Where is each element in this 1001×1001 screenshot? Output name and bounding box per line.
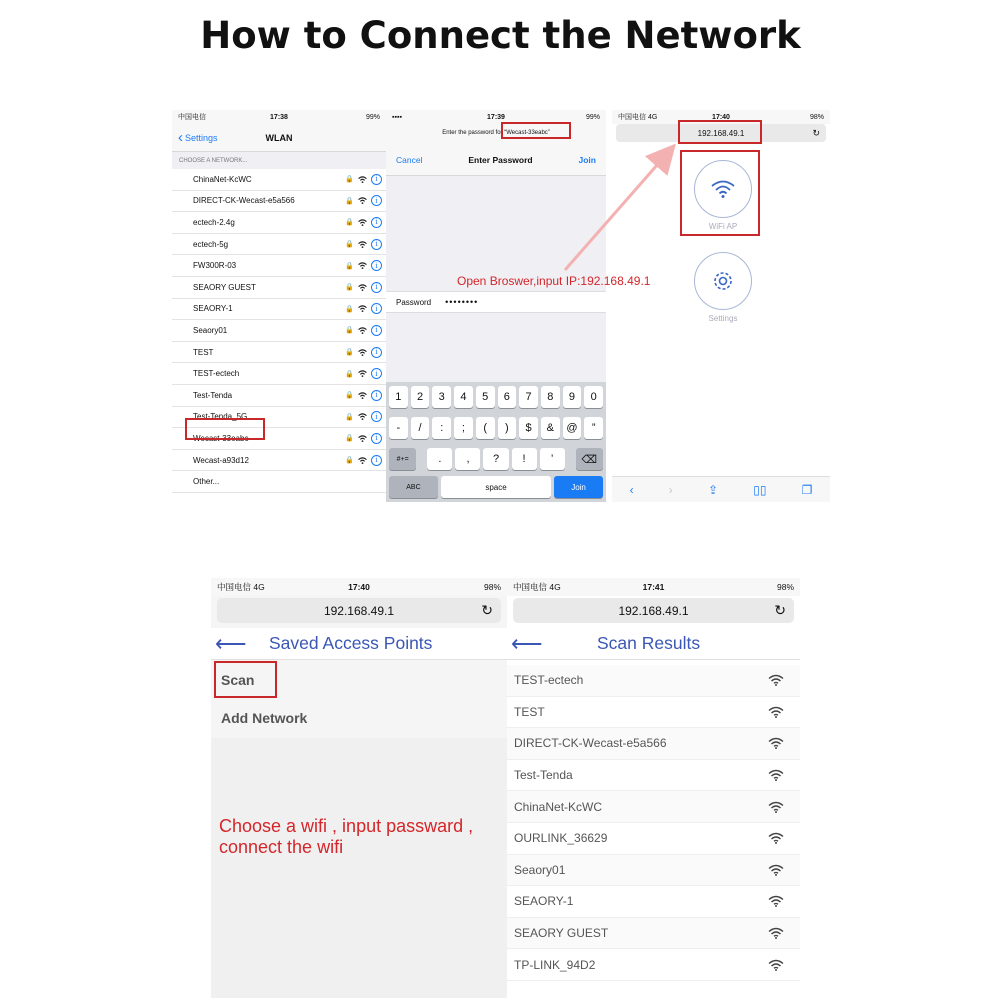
- network-name: SEAORY-1: [193, 304, 233, 314]
- carrier-label: 中国电信 4G: [217, 582, 265, 592]
- share-icon[interactable]: ⇪: [707, 482, 719, 497]
- space-key[interactable]: space: [441, 476, 551, 498]
- scan-highlight: [214, 661, 277, 698]
- page-header: [211, 628, 507, 660]
- back-label: Settings: [185, 132, 218, 143]
- wifi-ap-label: WiFi AP: [708, 222, 738, 231]
- keyboard-key[interactable]: ?: [483, 448, 508, 470]
- network-name: Test-Tenda_5G: [193, 412, 248, 422]
- keyboard-key[interactable]: ”: [584, 417, 603, 439]
- annotation-open-browser: Open Broswer,input IP:192.168.49.1: [457, 274, 651, 288]
- network-name: ChinaNet-KcWC: [193, 174, 252, 184]
- wifi-signal-icon: [768, 801, 784, 813]
- info-icon[interactable]: i: [371, 260, 382, 271]
- wifi-signal-icon: [768, 895, 784, 907]
- scan-result-name: SEAORY GUEST: [514, 926, 609, 941]
- wifi-signal-icon: [768, 769, 784, 781]
- url-text: 192.168.49.1: [618, 603, 689, 618]
- scan-result-name: TEST-ectech: [514, 673, 584, 688]
- keyboard-key[interactable]: 7: [519, 386, 538, 408]
- status-time: 17:41: [642, 582, 665, 592]
- keyboard-key[interactable]: 6: [498, 386, 517, 408]
- keyboard-key[interactable]: :: [432, 417, 451, 439]
- keyboard-key[interactable]: $: [519, 417, 538, 439]
- network-name: TEST: [193, 347, 214, 357]
- network-name: Test-Tenda: [193, 390, 233, 400]
- lock-icon: 🔒: [345, 392, 354, 400]
- wifi-signal-icon: [768, 674, 784, 686]
- wifi-signal-icon: [768, 832, 784, 844]
- password-label: Password: [396, 297, 432, 307]
- lock-icon: 🔒: [345, 241, 354, 249]
- network-name: ectech-2.4g: [193, 217, 235, 227]
- lock-icon: 🔒: [345, 457, 354, 465]
- lock-icon: 🔒: [345, 370, 354, 378]
- scan-result-row[interactable]: [507, 665, 800, 697]
- network-name: Wecast-33eabc: [193, 433, 249, 443]
- scan-result-row[interactable]: [507, 697, 800, 729]
- keyboard-key[interactable]: 1: [389, 386, 408, 408]
- scan-result-name: Test-Tenda: [514, 768, 573, 783]
- info-icon[interactable]: i: [371, 411, 382, 422]
- reload-icon[interactable]: ↻: [481, 602, 493, 618]
- section-header: CHOOSE A NETWORK...: [172, 152, 386, 169]
- scan-result-row[interactable]: [507, 823, 800, 855]
- scan-result-name: DIRECT-CK-Wecast-e5a566: [514, 736, 667, 751]
- network-name: ectech-5g: [193, 239, 229, 249]
- url-bar[interactable]: [513, 598, 794, 623]
- page-title: How to Connect the Network: [200, 14, 801, 57]
- annotation-line-2: connect the wifi: [219, 837, 344, 857]
- other-label: Other...: [193, 477, 220, 487]
- tabs-icon[interactable]: ❐: [801, 482, 813, 497]
- scan-result-name: ChinaNet-KcWC: [514, 799, 603, 814]
- info-icon[interactable]: i: [371, 347, 382, 358]
- lock-icon: 🔒: [345, 305, 354, 313]
- keyboard-key[interactable]: ): [498, 417, 517, 439]
- status-time: 17:38: [270, 113, 288, 121]
- info-icon[interactable]: i: [371, 390, 382, 401]
- network-name: SEAORY GUEST: [193, 282, 256, 292]
- reload-icon[interactable]: ↻: [774, 602, 786, 618]
- status-time: 17:40: [712, 113, 730, 121]
- url-text: 192.168.49.1: [697, 128, 745, 138]
- info-icon[interactable]: i: [371, 325, 382, 336]
- info-icon[interactable]: i: [371, 368, 382, 379]
- scan-results-screen: [507, 578, 800, 998]
- scan-result-name: TP-LINK_94D2: [514, 957, 596, 972]
- back-arrow-icon[interactable]: ⟵: [215, 630, 247, 656]
- annotation-choose-wifi: [219, 816, 473, 858]
- battery-level: 98%: [484, 582, 502, 592]
- backspace-key[interactable]: ⌫: [576, 448, 603, 470]
- scan-result-row[interactable]: [507, 855, 800, 887]
- reload-icon[interactable]: ↻: [812, 127, 820, 138]
- scan-result-name: OURLINK_36629: [514, 831, 608, 846]
- scan-result-name: SEAORY-1: [514, 894, 574, 909]
- battery-level: 98%: [777, 582, 795, 592]
- scan-result-row[interactable]: [507, 949, 800, 981]
- keyboard-key[interactable]: 4: [454, 386, 473, 408]
- header-title: Saved Access Points: [269, 633, 433, 653]
- wifi-signal-icon: [768, 959, 784, 971]
- info-icon[interactable]: i: [371, 455, 382, 466]
- lock-icon: 🔒: [345, 327, 354, 335]
- prompt-text: Enter the password for: [442, 130, 503, 136]
- keyboard-key[interactable]: @: [563, 417, 582, 439]
- lock-icon: 🔒: [345, 219, 354, 227]
- scan-result-row[interactable]: [507, 728, 800, 760]
- info-icon[interactable]: i: [371, 174, 382, 185]
- keyboard-key[interactable]: 3: [432, 386, 451, 408]
- scan-result-name: TEST: [514, 704, 545, 719]
- enter-password-title: Enter Password: [468, 154, 533, 165]
- back-icon[interactable]: ‹: [629, 482, 634, 497]
- status-time: 17:39: [487, 113, 505, 121]
- scan-results-list: [507, 665, 800, 981]
- network-name: Wecast-a93d12: [193, 455, 249, 465]
- keyboard-key[interactable]: ,: [455, 448, 480, 470]
- url-text: 192.168.49.1: [323, 603, 395, 618]
- keyboard-key[interactable]: 5: [476, 386, 495, 408]
- network-name: FW300R-03: [193, 261, 237, 271]
- info-icon[interactable]: i: [371, 195, 382, 206]
- carrier-label: 中国电信 4G: [513, 582, 561, 592]
- lock-icon: 🔒: [345, 262, 354, 270]
- info-icon[interactable]: i: [371, 239, 382, 250]
- bookmarks-icon[interactable]: ▯▯: [753, 482, 767, 497]
- carrier-label: 中国电信 4G: [618, 114, 658, 121]
- keyboard-key[interactable]: 8: [541, 386, 560, 408]
- chevron-left-icon: ‹: [178, 128, 183, 146]
- signal-icon: ▪▪▪▪: [392, 113, 402, 121]
- info-icon[interactable]: i: [371, 433, 382, 444]
- abc-key[interactable]: ABC: [389, 476, 438, 498]
- keyboard-key[interactable]: ’: [540, 448, 565, 470]
- empty-area: [211, 738, 507, 998]
- keyboard-key[interactable]: ;: [454, 417, 473, 439]
- battery-level: 98%: [810, 113, 825, 121]
- url-bar[interactable]: [217, 598, 501, 623]
- carrier-label: 中国电信: [178, 114, 206, 121]
- add-network-button[interactable]: Add Network: [221, 710, 308, 726]
- prompt-network-name: “Wecast-33eabc”: [504, 130, 550, 136]
- network-name: DIRECT-CK-Wecast-e5a566: [193, 196, 295, 206]
- lock-icon: 🔒: [345, 349, 354, 357]
- lock-icon: 🔒: [345, 435, 354, 443]
- keyboard-key[interactable]: .: [427, 448, 452, 470]
- lock-icon: 🔒: [345, 197, 354, 205]
- keyboard-join-key[interactable]: Join: [554, 476, 603, 498]
- info-icon[interactable]: i: [371, 303, 382, 314]
- symbols-key[interactable]: #+=: [389, 448, 416, 470]
- back-arrow-icon[interactable]: ⟵: [511, 630, 543, 656]
- lock-icon: 🔒: [345, 284, 354, 292]
- scan-result-row[interactable]: [507, 791, 800, 823]
- wifi-signal-icon: [768, 927, 784, 939]
- scan-result-row[interactable]: [507, 760, 800, 792]
- keyboard-key[interactable]: -: [389, 417, 408, 439]
- join-button[interactable]: Join: [578, 154, 596, 165]
- wlan-title: WLAN: [265, 132, 293, 143]
- password-value: ••••••••: [445, 297, 479, 307]
- page-header: [507, 628, 800, 660]
- scan-result-row[interactable]: [507, 886, 800, 918]
- scan-result-row[interactable]: [507, 918, 800, 950]
- status-bar: [507, 578, 800, 596]
- network-name: Seaory01: [193, 325, 228, 335]
- keyboard-key[interactable]: !: [512, 448, 537, 470]
- arrow-to-url: [565, 148, 672, 270]
- network-name: TEST-ectech: [193, 369, 240, 379]
- keyboard-key[interactable]: (: [476, 417, 495, 439]
- keyboard-key[interactable]: /: [411, 417, 430, 439]
- wifi-signal-icon: [768, 706, 784, 718]
- wifi-signal-icon: [768, 737, 784, 749]
- info-icon[interactable]: i: [371, 217, 382, 228]
- keyboard-key[interactable]: 2: [411, 386, 430, 408]
- lock-icon: 🔒: [345, 413, 354, 421]
- header-title: Scan Results: [597, 633, 701, 653]
- scan-button[interactable]: Scan: [221, 672, 255, 688]
- battery-level: 99%: [585, 113, 600, 121]
- scan-result-name: Seaory01: [514, 862, 566, 877]
- keyboard-key[interactable]: 9: [563, 386, 582, 408]
- status-bar: [211, 578, 507, 596]
- cancel-button[interactable]: Cancel: [396, 154, 423, 165]
- status-time: 17:40: [348, 582, 370, 592]
- keyboard-key[interactable]: &: [541, 417, 560, 439]
- wifi-signal-icon: [768, 864, 784, 876]
- lock-icon: 🔒: [345, 176, 354, 184]
- annotation-line-1: Choose a wifi , input passward ,: [219, 816, 474, 836]
- saved-access-points-screen: [211, 578, 507, 998]
- settings-label: Settings: [708, 314, 738, 323]
- keyboard-key[interactable]: 0: [584, 386, 603, 408]
- battery-level: 99%: [365, 113, 380, 121]
- forward-icon[interactable]: ›: [668, 482, 673, 497]
- info-icon[interactable]: i: [371, 282, 382, 293]
